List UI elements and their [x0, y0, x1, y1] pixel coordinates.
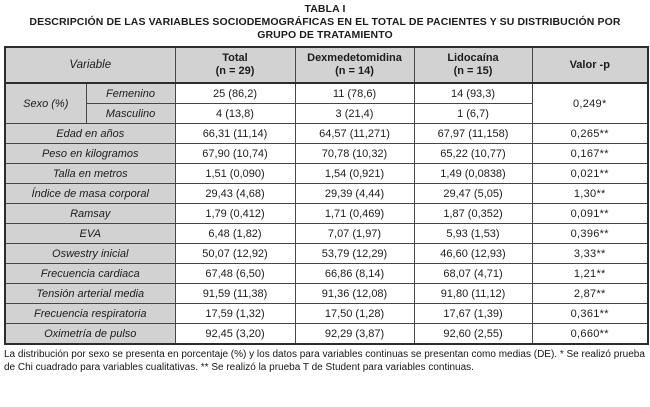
row-label: Oswestry inicial — [5, 244, 175, 264]
row-label: Edad en años — [5, 124, 175, 144]
cell-masculino-dexmedetomidina: 3 (21,4) — [295, 104, 414, 124]
table-row-sexo-femenino — [5, 83, 648, 104]
cell-dexmedetomidina: 1,71 (0,469) — [295, 204, 414, 224]
cell-total: 1,51 (0,090) — [175, 164, 295, 184]
cell-pvalue: 0,091** — [532, 204, 648, 224]
header-total — [175, 47, 295, 83]
table-row — [5, 244, 648, 264]
header-lidocaina — [414, 47, 532, 83]
table-row — [5, 124, 648, 144]
table-row — [5, 184, 648, 204]
cell-total: 29,43 (4,68) — [175, 184, 295, 204]
cell-dexmedetomidina: 64,57 (11,271) — [295, 124, 414, 144]
cell-lidocaina: 1,49 (0,0838) — [414, 164, 532, 184]
cell-dexmedetomidina: 7,07 (1,97) — [295, 224, 414, 244]
cell-dexmedetomidina: 92,29 (3,87) — [295, 324, 414, 345]
row-label: Oximetría de pulso — [5, 324, 175, 345]
cell-total: 92,45 (3,20) — [175, 324, 295, 345]
row-sublabel-masculino: Masculino — [86, 104, 175, 124]
cell-lidocaina: 65,22 (10,77) — [414, 144, 532, 164]
cell-total: 1,79 (0,412) — [175, 204, 295, 224]
cell-dexmedetomidina: 91,36 (12,08) — [295, 284, 414, 304]
cell-total: 67,48 (6,50) — [175, 264, 295, 284]
cell-total: 91,59 (11,38) — [175, 284, 295, 304]
cell-lidocaina: 29,47 (5,05) — [414, 184, 532, 204]
footnote: La distribución por sexo se presenta en porcentaje (%) y los datos para variables continuas se presentan como medias (DE). * Se realizó prueba de Chi cuadrado para variables cualitativas. ** Se realizó la prueba T de Student para variables continuas. — [4, 349, 645, 373]
row-label: Peso en kilogramos — [5, 144, 175, 164]
cell-pvalue: 0,361** — [532, 304, 648, 324]
cell-lidocaina: 46,60 (12,93) — [414, 244, 532, 264]
row-sublabel-femenino: Femenino — [86, 83, 175, 104]
cell-pvalue: 3,33** — [532, 244, 648, 264]
cell-pvalue: 0,660** — [532, 324, 648, 345]
cell-lidocaina: 67,97 (11,158) — [414, 124, 532, 144]
header-lidocaina-n: (n = 15) — [453, 65, 493, 77]
header-row — [5, 47, 648, 83]
table-row — [5, 204, 648, 224]
header-pvalue: Valor -p — [532, 47, 648, 83]
cell-pvalue: 0,021** — [532, 164, 648, 184]
cell-masculino-lidocaina: 1 (6,7) — [414, 104, 532, 124]
cell-dexmedetomidina: 1,54 (0,921) — [295, 164, 414, 184]
row-label: Talla en metros — [5, 164, 175, 184]
row-label: Tensión arterial media — [5, 284, 175, 304]
cell-femenino-dexmedetomidina: 11 (78,6) — [295, 83, 414, 104]
header-lidocaina-name: Lidocaína — [447, 52, 499, 64]
row-label-sexo: Sexo (%) — [5, 83, 86, 124]
table-row — [5, 324, 648, 345]
cell-dexmedetomidina: 66,86 (8,14) — [295, 264, 414, 284]
row-label: Ramsay — [5, 204, 175, 224]
cell-dexmedetomidina: 29,39 (4,44) — [295, 184, 414, 204]
header-variable: Variable — [5, 47, 175, 83]
row-label: EVA — [5, 224, 175, 244]
row-label: Índice de masa corporal — [5, 184, 175, 204]
cell-femenino-lidocaina: 14 (93,3) — [414, 83, 532, 104]
cell-sexo-pvalue: 0,249* — [532, 83, 648, 124]
table-number: TABLA I — [304, 3, 346, 15]
table-title-block — [0, 0, 650, 42]
cell-lidocaina: 92,60 (2,55) — [414, 324, 532, 345]
cell-total: 6,48 (1,82) — [175, 224, 295, 244]
table-row — [5, 144, 648, 164]
cell-dexmedetomidina: 53,79 (12,29) — [295, 244, 414, 264]
cell-total: 67,90 (10,74) — [175, 144, 295, 164]
cell-total: 17,59 (1,32) — [175, 304, 295, 324]
cell-pvalue: 1,21** — [532, 264, 648, 284]
row-label: Frecuencia cardiaca — [5, 264, 175, 284]
cell-dexmedetomidina: 70,78 (10,32) — [295, 144, 414, 164]
cell-lidocaina: 68,07 (4,71) — [414, 264, 532, 284]
cell-pvalue: 2,87** — [532, 284, 648, 304]
cell-pvalue: 0,167** — [532, 144, 648, 164]
sociodemographic-table — [4, 46, 649, 345]
cell-lidocaina: 91,80 (11,12) — [414, 284, 532, 304]
table-description: DESCRIPCIÓN DE LAS VARIABLES SOCIODEMOGRÁFICAS EN EL TOTAL DE PACIENTES Y SU DISTRIBUCIÓN POR GRUPO DE TRATAMIENTO — [29, 16, 621, 41]
cell-lidocaina: 1,87 (0,352) — [414, 204, 532, 224]
header-total-n: (n = 29) — [215, 65, 255, 77]
cell-lidocaina: 5,93 (1,53) — [414, 224, 532, 244]
table-row — [5, 304, 648, 324]
table-row — [5, 284, 648, 304]
cell-femenino-total: 25 (86,2) — [175, 83, 295, 104]
table-row — [5, 164, 648, 184]
header-total-name: Total — [222, 52, 248, 64]
table-row — [5, 224, 648, 244]
header-dexmedetomidina — [295, 47, 414, 83]
cell-pvalue: 1,30** — [532, 184, 648, 204]
cell-pvalue: 0,265** — [532, 124, 648, 144]
table-row — [5, 264, 648, 284]
cell-lidocaina: 17,67 (1,39) — [414, 304, 532, 324]
cell-masculino-total: 4 (13,8) — [175, 104, 295, 124]
cell-total: 66,31 (11,14) — [175, 124, 295, 144]
cell-total: 50,07 (12,92) — [175, 244, 295, 264]
header-dexmedetomidina-n: (n = 14) — [335, 65, 374, 77]
cell-pvalue: 0,396** — [532, 224, 648, 244]
row-label: Frecuencia respiratoria — [5, 304, 175, 324]
header-dexmedetomidina-name: Dexmedetomidina — [307, 52, 402, 64]
cell-dexmedetomidina: 17,50 (1,28) — [295, 304, 414, 324]
